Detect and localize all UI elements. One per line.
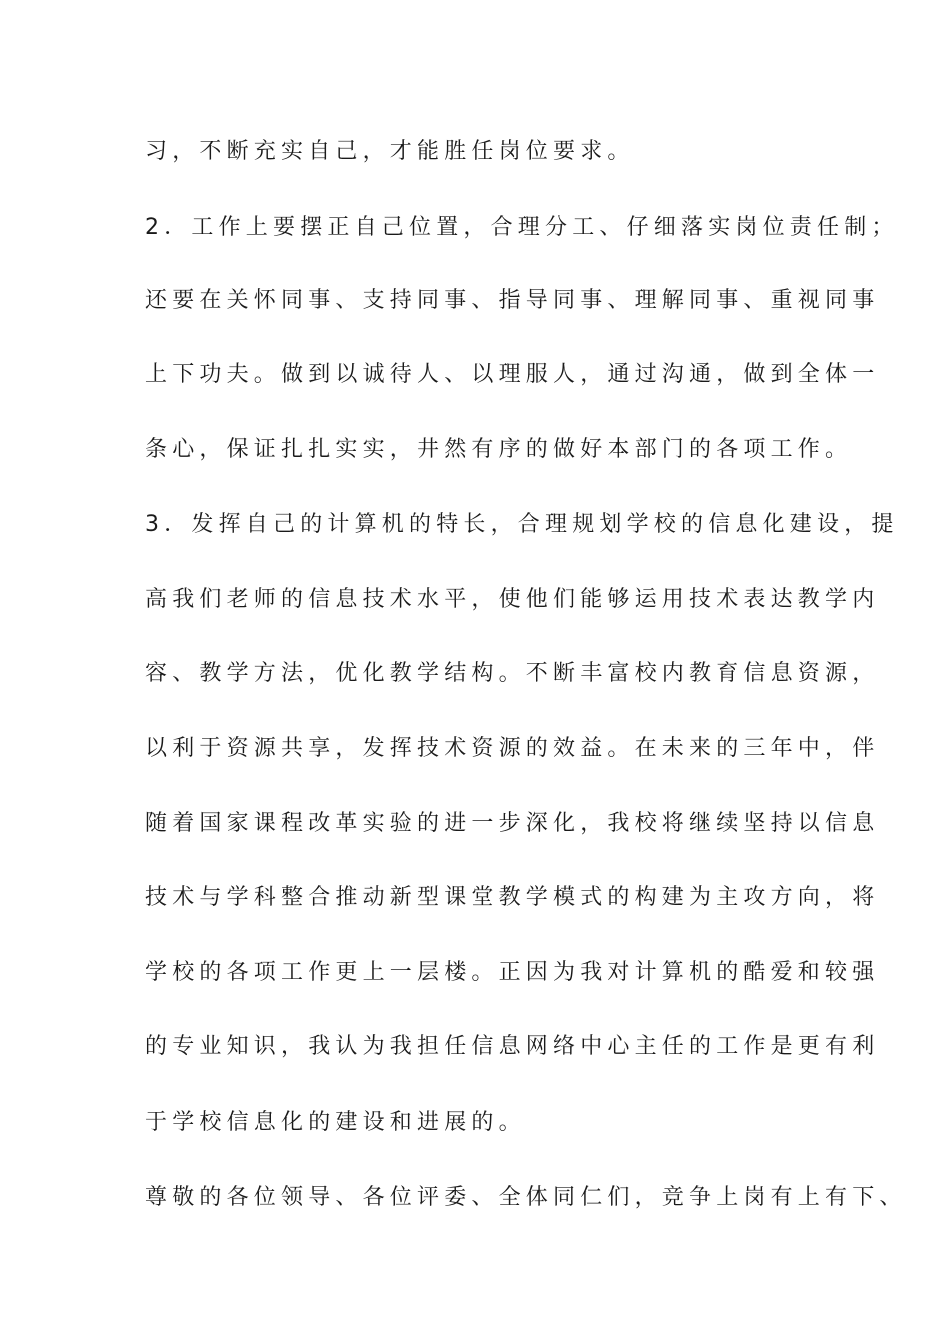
text-line-1: 习，不断充实自己，才能胜任岗位要求。 (145, 139, 635, 164)
text-line-10: 随着国家课程改革实验的进一步深化，我校将继续坚持以信息 (145, 811, 880, 836)
text-line-11: 技术与学科整合推动新型课堂教学模式的构建为主攻方向，将 (145, 885, 880, 910)
text-line-13: 的专业知识，我认为我担任信息网络中心主任的工作是更有利 (145, 1034, 880, 1059)
text-line-2: 2．工作上要摆正自己位置，合理分工、仔细落实岗位责任制； (145, 215, 899, 240)
text-line-15: 尊敬的各位领导、各位评委、全体同仁们，竞争上岗有上有下、 (145, 1185, 907, 1210)
text-line-7: 高我们老师的信息技术水平，使他们能够运用技术表达教学内 (145, 587, 880, 612)
text-line-12: 学校的各项工作更上一层楼。正因为我对计算机的酷爱和较强 (145, 960, 880, 985)
text-line-4: 上下功夫。做到以诚待人、以理服人，通过沟通，做到全体一 (145, 362, 880, 387)
text-line-3: 还要在关怀同事、支持同事、指导同事、理解同事、重视同事 (145, 288, 880, 313)
text-line-14: 于学校信息化的建设和进展的。 (145, 1110, 526, 1135)
text-line-6: 3．发挥自己的计算机的特长，合理规划学校的信息化建设，提 (145, 512, 899, 537)
text-line-9: 以利于资源共享，发挥技术资源的效益。在未来的三年中，伴 (145, 736, 880, 761)
text-line-5: 条心，保证扎扎实实，井然有序的做好本部门的各项工作。 (145, 437, 853, 462)
text-line-8: 容、教学方法，优化教学结构。不断丰富校内教育信息资源， (145, 661, 880, 686)
